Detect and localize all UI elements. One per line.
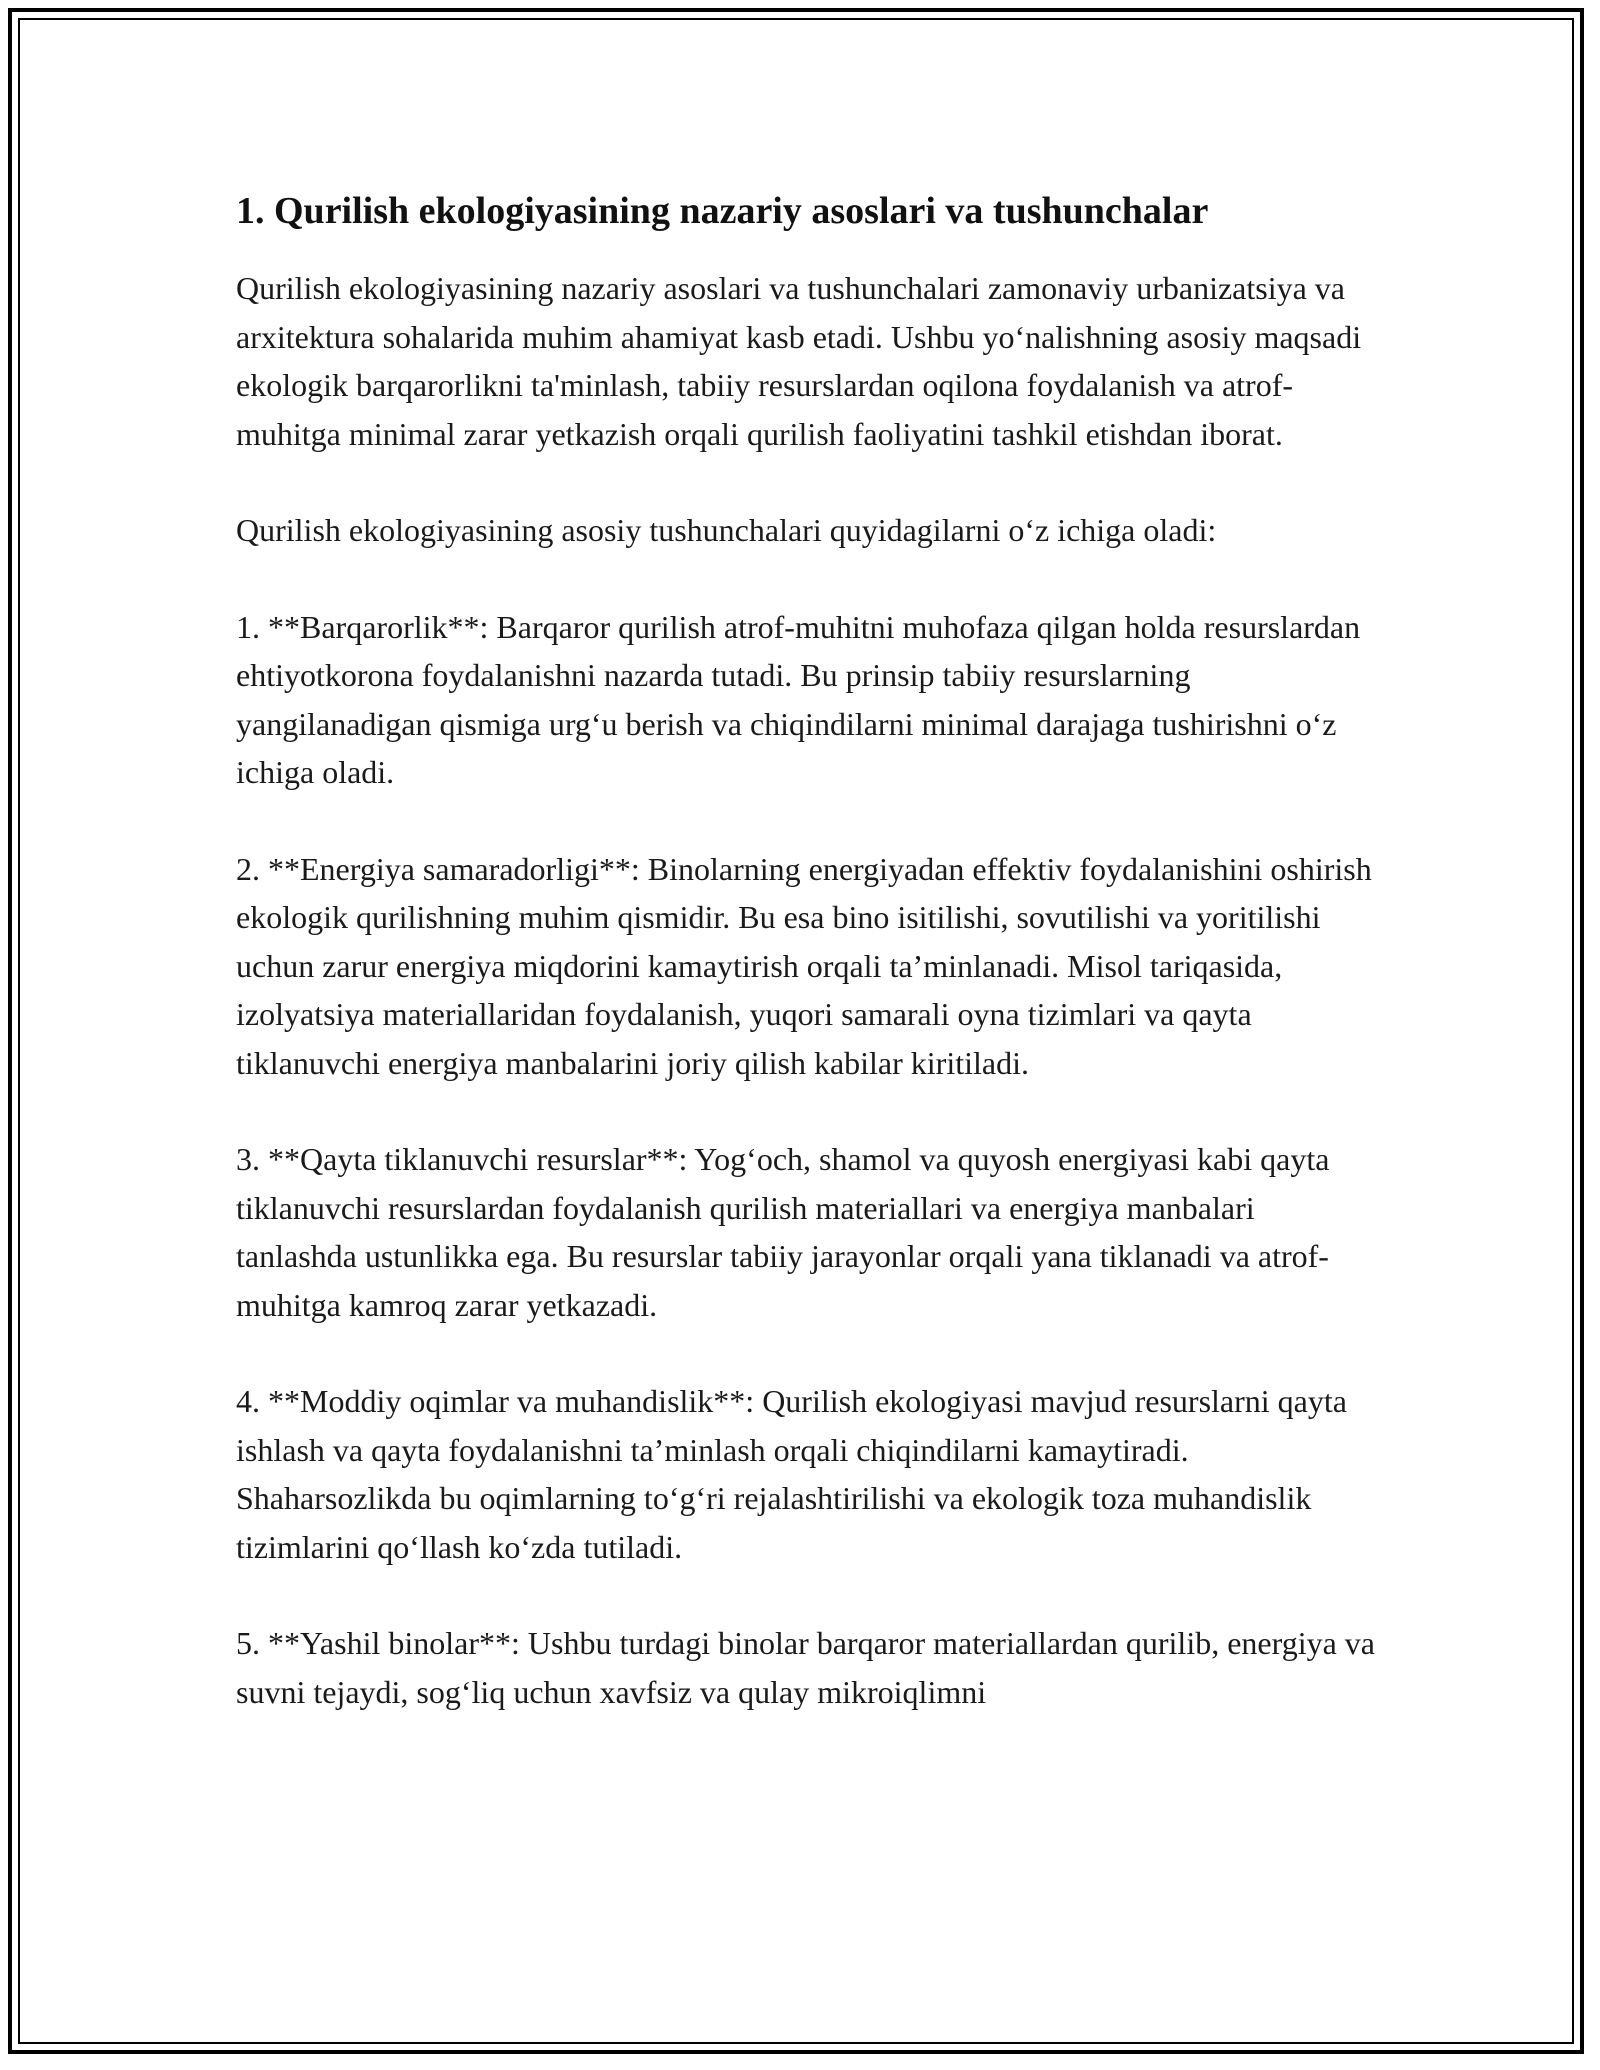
list-item-green-buildings: 5. **Yashil binolar**: Ushbu turdagi binolar barqaror materiallardan qurilib, energiya va suvni tejaydi, sog‘liq uchun xavfsiz va qulay mikroiqlimni bbox=[236, 1625, 1375, 1710]
list-item-energy-efficiency: 2. **Energiya samaradorligi**: Binolarning energiyadan effektiv foydalanishini oshirish ekologik qurilishning muhim qismidir. Bu esa bino isitilishi, sovutilishi va yoritilishi uchun zarur energiya miqdorini kamaytirish orqali ta’minlanadi. Misol tariqasida, izolyatsiya materiallaridan foydalanish, yuqori samarali oyna tizimlari va qayta tiklanuvchi energiya manbalarini joriy qilish kabilar kiritiladi. bbox=[236, 850, 1372, 1081]
list-item-renewable-resources: 3. **Qayta tiklanuvchi resurslar**: Yog‘och, shamol va quyosh energiyasi kabi qayta tiklanuvchi resurslardan foydalanish qurilish materiallari va energiya manbalari tanlashda ustunlikka ega. Bu resurslar tabiiy jarayonlar orqali yana tiklanadi va atrof-muhitga kamroq zarar yetkazadi. bbox=[236, 1141, 1330, 1323]
intro-paragraph: Qurilish ekologiyasining nazariy asoslari va tushunchalari zamonaviy urbanizatsiya va arxitektura sohalarida muhim ahamiyat kasb etadi. Ushbu yo‘nalishning asosiy maqsadi ekologik barqarorlikni ta'minlash, tabiiy resurslardan oqilona foydalanish va atrof-muhitga minimal zarar yetkazish orqali qurilish faoliyatini tashkil etishdan iborat. bbox=[236, 270, 1362, 452]
list-item-material-flows: 4. **Moddiy oqimlar va muhandislik**: Qurilish ekologiyasi mavjud resurslarni qayta ishlash va qayta foydalanishni ta’minlash orqali chiqindilarni kamaytiradi. Shaharsozlikda bu oqimlarning to‘g‘ri rejalashtirilishi va ekologik toza muhandislik tizimlarini qo‘llash ko‘zda tutiladi. bbox=[236, 1383, 1347, 1565]
list-item-sustainability: 1. **Barqarorlik**: Barqaror qurilish atrof-muhitni muhofaza qilgan holda resurslardan ehtiyotkorona foydalanishni nazarda tutadi. Bu prinsip tabiiy resurslarning yangilanadigan qismiga urg‘u berish va chiqindilarni minimal darajaga tushirishni o‘z ichiga oladi. bbox=[236, 608, 1361, 790]
concepts-intro-paragraph: Qurilish ekologiyasining asosiy tushunchalari quyidagilarni o‘z ichiga oladi: bbox=[236, 512, 1217, 548]
section-heading: 1. Qurilish ekologiyasining nazariy asoslari va tushunchalar bbox=[236, 190, 1209, 232]
document-body bbox=[236, 186, 1376, 1764]
